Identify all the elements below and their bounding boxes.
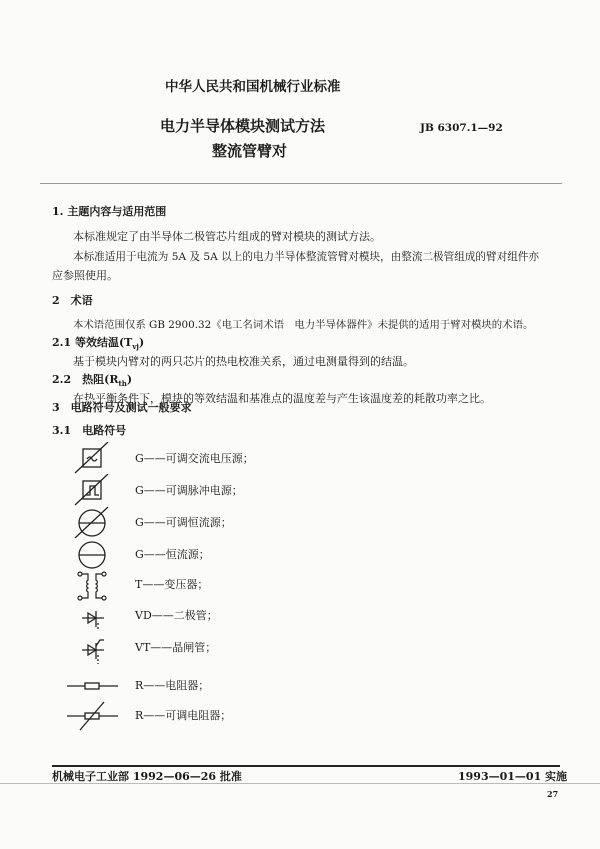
effective-date: 1993—01—01 实施 — [458, 770, 568, 783]
section-2-1-heading: 2.1 等效结温$(T_{vj})$ — [52, 336, 145, 352]
footer-divider — [52, 765, 560, 767]
symbol-label: VT——晶闸管； — [135, 641, 217, 654]
document-subtitle: 整流管臂对 — [212, 142, 288, 160]
symbol-label: G——可调交流电压源； — [135, 452, 254, 465]
symbol-label: G——可调恒流源； — [135, 516, 232, 529]
adjustable-constant-current-source-icon — [60, 506, 120, 538]
paragraph: 在热平衡条件下，模块的等效结温和基准点的温度差与产生该温度差的耗散功率之比。 — [73, 392, 491, 405]
symbol-label: G——恒流源； — [135, 548, 210, 561]
diode-icon — [60, 602, 120, 634]
adjustable-resistor-icon — [60, 700, 120, 732]
paragraph: 本术语范围仅系 GB 2900.32《电工名词术语 电力半导体器件》未提供的适用于臂对模块的术语。 — [73, 319, 534, 331]
paragraph: 本标准规定了由半导体二极管芯片组成的臂对模块的测试方法。 — [73, 230, 381, 243]
section-3-heading: 3 电路符号及测试一般要求 — [52, 401, 192, 414]
adjustable-ac-voltage-source-icon — [60, 442, 120, 474]
symbol-label: R——可调电阻器； — [135, 709, 232, 722]
symbol-label: T——变压器； — [135, 578, 209, 591]
issuing-body: 中华人民共和国机械行业标准 — [165, 79, 341, 95]
thyristor-icon — [60, 634, 120, 666]
paragraph: 应参照使用。 — [52, 269, 118, 282]
approval-note: 机械电子工业部 1992—06—26 批准 — [52, 770, 242, 783]
section-2-heading: 2 术语 — [52, 294, 93, 307]
page-number: 27 — [547, 789, 559, 799]
section-1-heading: 1. 主题内容与适用范围 — [52, 205, 167, 218]
section-3-1-heading: 3.1 电路符号 — [52, 424, 127, 437]
symbol-label: R——电阻器； — [135, 679, 210, 692]
standard-code: JB 6307.1—92 — [420, 122, 503, 134]
resistor-icon — [60, 670, 120, 702]
paragraph: 本标准适用于电流为 5A 及 5A 以上的电力半导体整流管臂对模块，由整流二极管组成的臂对组件亦 — [73, 251, 539, 263]
transformer-icon — [60, 570, 120, 602]
section-2-2-heading: 2.2 热阻$(R_{th})$ — [52, 373, 133, 389]
symbol-label: VD——二极管； — [135, 609, 218, 622]
adjustable-pulse-source-icon — [60, 474, 120, 506]
document-title: 电力半导体模块测试方法 — [160, 117, 326, 135]
paragraph: 基于模块内臂对的两只芯片的热电校准关系，通过电测量得到的结温。 — [73, 355, 414, 368]
constant-current-source-icon — [60, 538, 120, 570]
symbol-label: G——可调脉冲电源； — [135, 484, 243, 497]
header-divider — [40, 183, 562, 184]
